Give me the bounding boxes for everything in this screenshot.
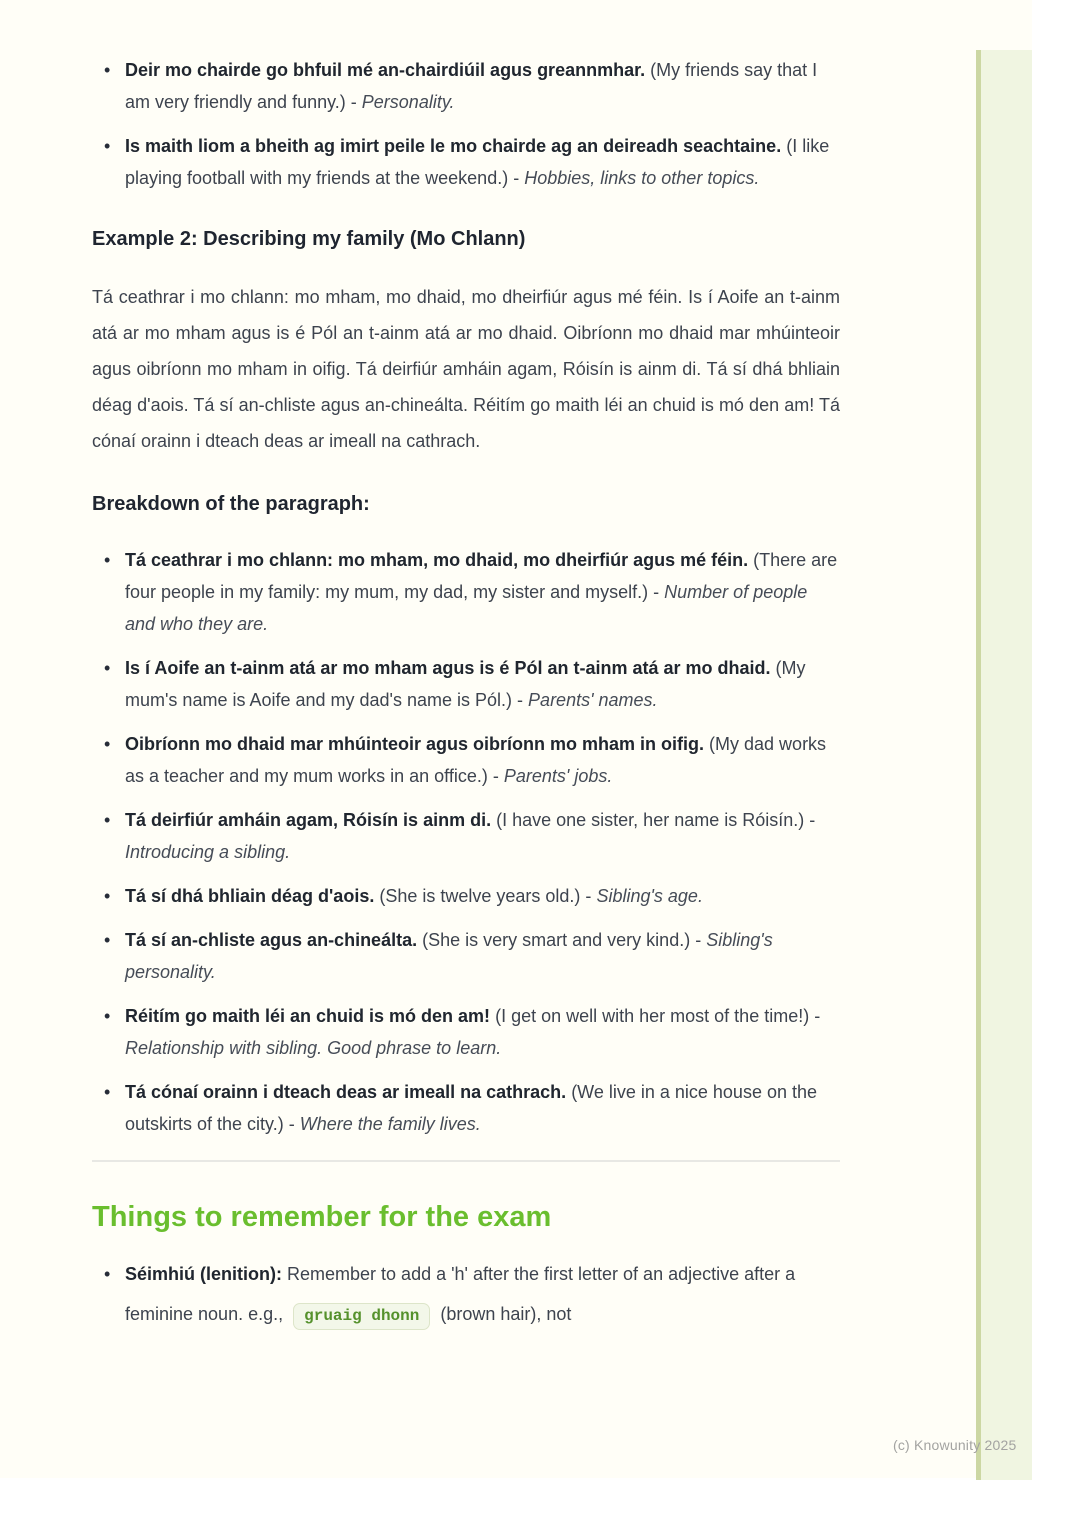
english-translation: (I like playing football with my friends at the weekend.) - (125, 136, 830, 188)
list-item (92, 54, 840, 118)
category-label: Relationship with sibling. Good phrase to learn. (125, 1038, 502, 1058)
english-translation: (We live in a nice house on the outskirts of the city.) - (125, 1082, 817, 1134)
irish-phrase: Oibríonn mo dhaid mar mhúinteoir agus oibríonn mo mham in oifig. (125, 734, 705, 754)
list-item (92, 1000, 840, 1064)
list-item (92, 728, 840, 792)
irish-phrase: Deir mo chairde go bhfuil mé an-chairdiúil agus greannmhar. (125, 60, 646, 80)
term-lead: Séimhiú (lenition): (125, 1264, 282, 1284)
breakdown-heading: Breakdown of the paragraph: (92, 493, 370, 515)
irish-phrase: Is í Aoife an t-ainm atá ar mo mham agus is é Pól an t-ainm atá ar mo dhaid. (125, 658, 771, 678)
english-translation: (She is twelve years old.) - (379, 886, 592, 906)
list-item (92, 804, 840, 868)
irish-phrase: Tá ceathrar i mo chlann: mo mham, mo dhaid, mo dheirfiúr agus mé féin. (125, 550, 749, 570)
list-item (92, 1254, 840, 1336)
category-label: Sibling's personality. (125, 930, 773, 982)
english-translation: (My dad works as a teacher and my mum works in an office.) - (125, 734, 827, 786)
category-label: Parents' names. (528, 690, 658, 710)
irish-phrase: Réitím go maith léi an chuid is mó den am! (125, 1006, 491, 1026)
example2-heading: Example 2: Describing my family (Mo Chlann) (92, 228, 526, 250)
irish-phrase: Tá sí an-chliste agus an-chineálta. (125, 930, 418, 950)
list-item (92, 544, 840, 640)
intro-bullet-list (92, 54, 840, 194)
english-translation: (I get on well with her most of the time!) - (495, 1006, 821, 1026)
explanation-text: Remember to add a 'h' after the first letter of an adjective after a feminine noun. e.g., (125, 1264, 796, 1324)
irish-phrase: Tá cónaí orainn i dteach deas ar imeall na cathrach. (125, 1082, 567, 1102)
list-item (92, 880, 840, 912)
list-item (92, 924, 840, 988)
irish-phrase: Is maith liom a bheith ag imirt peile le mo chairde ag an deireadh seachtaine. (125, 136, 782, 156)
page-edge-stripe (976, 50, 1032, 1480)
example2-paragraph: Tá ceathrar i mo chlann: mo mham, mo dhaid, mo dheirfiúr agus mé féin. Is í Aoife an t-ainm atá ar mo mham agus is é Pól an t-ainm atá ar mo dhaid. Oibríonn mo dhaid mar mhúinteoir agus oibríonn mo mham in oifig. Tá deirfiúr amháin agam, Róisín is ainm di. Tá sí dhá bhliain déag d'aois. Tá sí an-chliste agus an-chineálta. Réitím go maith léi an chuid is mó den am! Tá cónaí orainn i dteach deas ar imeall na cathrach. (92, 287, 840, 451)
english-translation: (There are four people in my family: my mum, my dad, my sister and myself.) - (125, 550, 838, 602)
category-label: Where the family lives. (299, 1114, 481, 1134)
explanation-text: (brown hair), not (440, 1304, 572, 1324)
section-divider (92, 1160, 840, 1162)
list-item (92, 1076, 840, 1140)
exam-section-heading: Things to remember for the exam (92, 1201, 552, 1233)
english-translation: (She is very smart and very kind.) - (422, 930, 702, 950)
category-label: Personality. (361, 92, 455, 112)
copyright-watermark: (c) Knowunity 2025 (893, 1437, 1017, 1453)
category-label: Introducing a sibling. (125, 842, 291, 862)
irish-phrase: Tá deirfiúr amháin agam, Róisín is ainm di. (125, 810, 492, 830)
exam-bullet-list (92, 1254, 840, 1336)
category-label: Parents' jobs. (503, 766, 613, 786)
english-translation: (My friends say that I am very friendly and funny.) - (125, 60, 818, 112)
document-content (92, 46, 840, 1336)
irish-phrase: Tá sí dhá bhliain déag d'aois. (125, 886, 375, 906)
category-label: Hobbies, links to other topics. (524, 168, 760, 188)
category-label: Sibling's age. (596, 886, 703, 906)
english-translation: (My mum's name is Aoife and my dad's name is Pól.) - (125, 658, 806, 710)
english-translation: (I have one sister, her name is Róisín.) - (496, 810, 816, 830)
list-item (92, 652, 840, 716)
list-item (92, 130, 840, 194)
category-label: Number of people and who they are. (125, 582, 808, 634)
inline-code-badge: gruaig dhonn (293, 1303, 430, 1330)
breakdown-bullet-list (92, 544, 840, 1140)
